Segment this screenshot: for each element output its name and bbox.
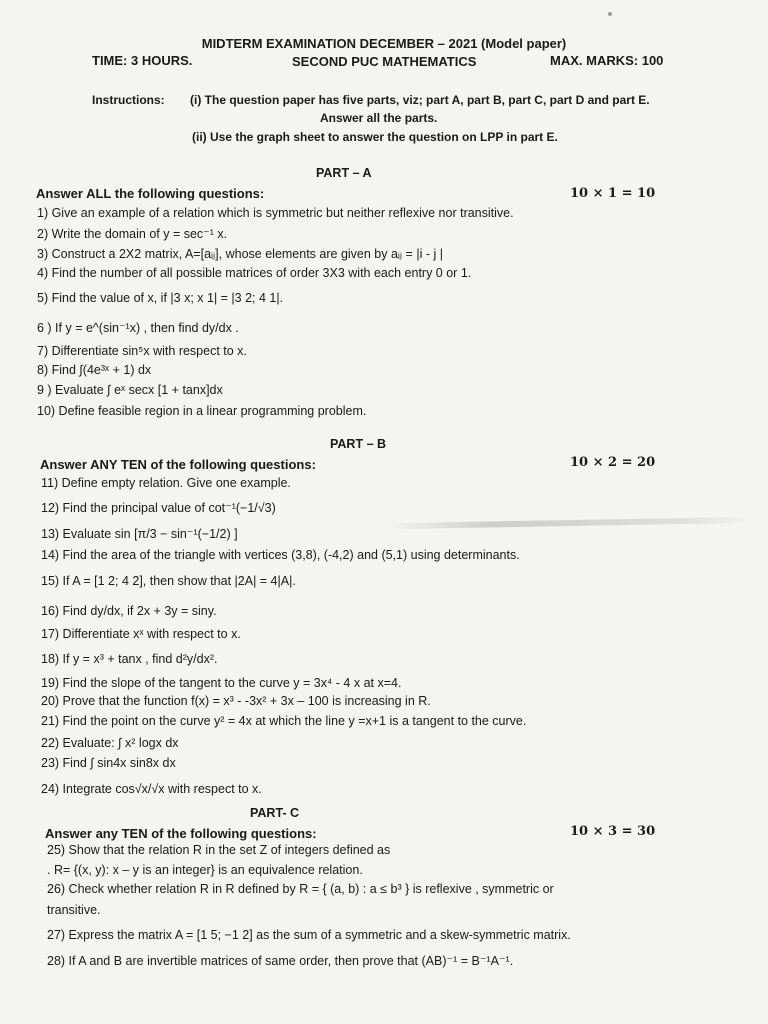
question-28: 28) If A and B are invertible matrices of same order, then prove that (AB)⁻¹ = B⁻¹A⁻¹. <box>47 954 514 968</box>
question-26-continued: transitive. <box>47 903 101 917</box>
question-7: 7) Differentiate sin⁵x with respect to x. <box>37 344 247 358</box>
instruction-line-3: (ii) Use the graph sheet to answer the question on LPP in part E. <box>192 130 558 144</box>
part-b-title: PART – B <box>330 437 387 451</box>
exam-title: MIDTERM EXAMINATION DECEMBER – 2021 (Model paper) <box>201 36 567 51</box>
speck-mark <box>608 12 612 16</box>
question-11: 11) Define empty relation. Give one example. <box>41 476 291 490</box>
question-17: 17) Differentiate xˣ with respect to x. <box>41 627 241 641</box>
question-25-continued: . R= {(x, y): x – y is an integer} is an equivalence relation. <box>47 863 363 877</box>
question-20: 20) Prove that the function f(x) = x³ - -3x² + 3x – 100 is increasing in R. <box>41 694 431 708</box>
part-b-marks: 10 × 2 = 20 <box>570 455 656 470</box>
exam-time: TIME: 3 HOURS. <box>92 53 193 68</box>
question-2: 2) Write the domain of y = sec⁻¹ x. <box>37 227 228 241</box>
part-c-directive: Answer any TEN of the following questions: <box>45 826 317 841</box>
question-19: 19) Find the slope of the tangent to the curve y = 3x⁴ - 4 x at x=4. <box>41 676 402 690</box>
question-24: 24) Integrate cos√x/√x with respect to x. <box>41 782 262 796</box>
question-14: 14) Find the area of the triangle with vertices (3,8), (-4,2) and (5,1) using determinants. <box>41 548 520 562</box>
part-a-title: PART – A <box>316 166 372 180</box>
question-10: 10) Define feasible region in a linear programming problem. <box>37 404 367 418</box>
question-16: 16) Find dy/dx, if 2x + 3y = siny. <box>41 604 217 618</box>
part-c-marks: 10 × 3 = 30 <box>570 824 656 839</box>
question-15: 15) If A = [1 2; 4 2], then show that |2A| = 4|A|. <box>41 574 296 588</box>
pen-stroke-mark <box>385 517 755 529</box>
question-5: 5) Find the value of x, if |3 x; x 1| = |3 2; 4 1|. <box>37 291 284 305</box>
exam-subject: SECOND PUC MATHEMATICS <box>292 54 477 69</box>
question-9: 9 ) Evaluate ∫ eˣ secx [1 + tanx]dx <box>37 383 223 397</box>
part-a-directive: Answer ALL the following questions: <box>36 186 265 201</box>
part-c-title: PART- C <box>250 806 300 820</box>
instruction-line-1: (i) The question paper has five parts, viz; part A, part B, part C, part D and part E. <box>190 93 650 107</box>
question-3: 3) Construct a 2X2 matrix, A=[aᵢⱼ], whose elements are given by aᵢⱼ = |i - j | <box>37 247 443 261</box>
part-b-directive: Answer ANY TEN of the following questions: <box>40 457 316 472</box>
question-25: 25) Show that the relation R in the set Z of integers defined as <box>47 843 391 857</box>
question-26: 26) Check whether relation R in R defined by R = { (a, b) : a ≤ b³ } is reflexive , symmetric or <box>47 882 554 896</box>
question-13: 13) Evaluate sin [π/3 − sin⁻¹(−1/2) ] <box>41 527 238 541</box>
part-a-marks: 10 × 1 = 10 <box>570 186 656 201</box>
instructions-label: Instructions: <box>92 93 165 107</box>
question-21: 21) Find the point on the curve y² = 4x at which the line y =x+1 is a tangent to the curve. <box>41 714 527 728</box>
question-8: 8) Find ∫(4e³ˣ + 1) dx <box>37 363 152 377</box>
question-27: 27) Express the matrix A = [1 5; −1 2] as the sum of a symmetric and a skew-symmetric matrix. <box>47 928 571 942</box>
question-4: 4) Find the number of all possible matrices of order 3X3 with each entry 0 or 1. <box>37 266 472 280</box>
question-6: 6 ) If y = e^(sin⁻¹x) , then find dy/dx . <box>37 321 239 335</box>
question-18: 18) If y = x³ + tanx , find d²y/dx². <box>41 652 218 666</box>
question-1: 1) Give an example of a relation which is symmetric but neither reflexive nor transitive. <box>37 206 514 220</box>
instruction-line-2: Answer all the parts. <box>320 111 438 125</box>
question-23: 23) Find ∫ sin4x sin8x dx <box>41 756 176 770</box>
question-12: 12) Find the principal value of cot⁻¹(−1/√3) <box>41 501 276 515</box>
max-marks: MAX. MARKS: 100 <box>550 53 664 68</box>
question-22: 22) Evaluate: ∫ x² logx dx <box>41 736 179 750</box>
